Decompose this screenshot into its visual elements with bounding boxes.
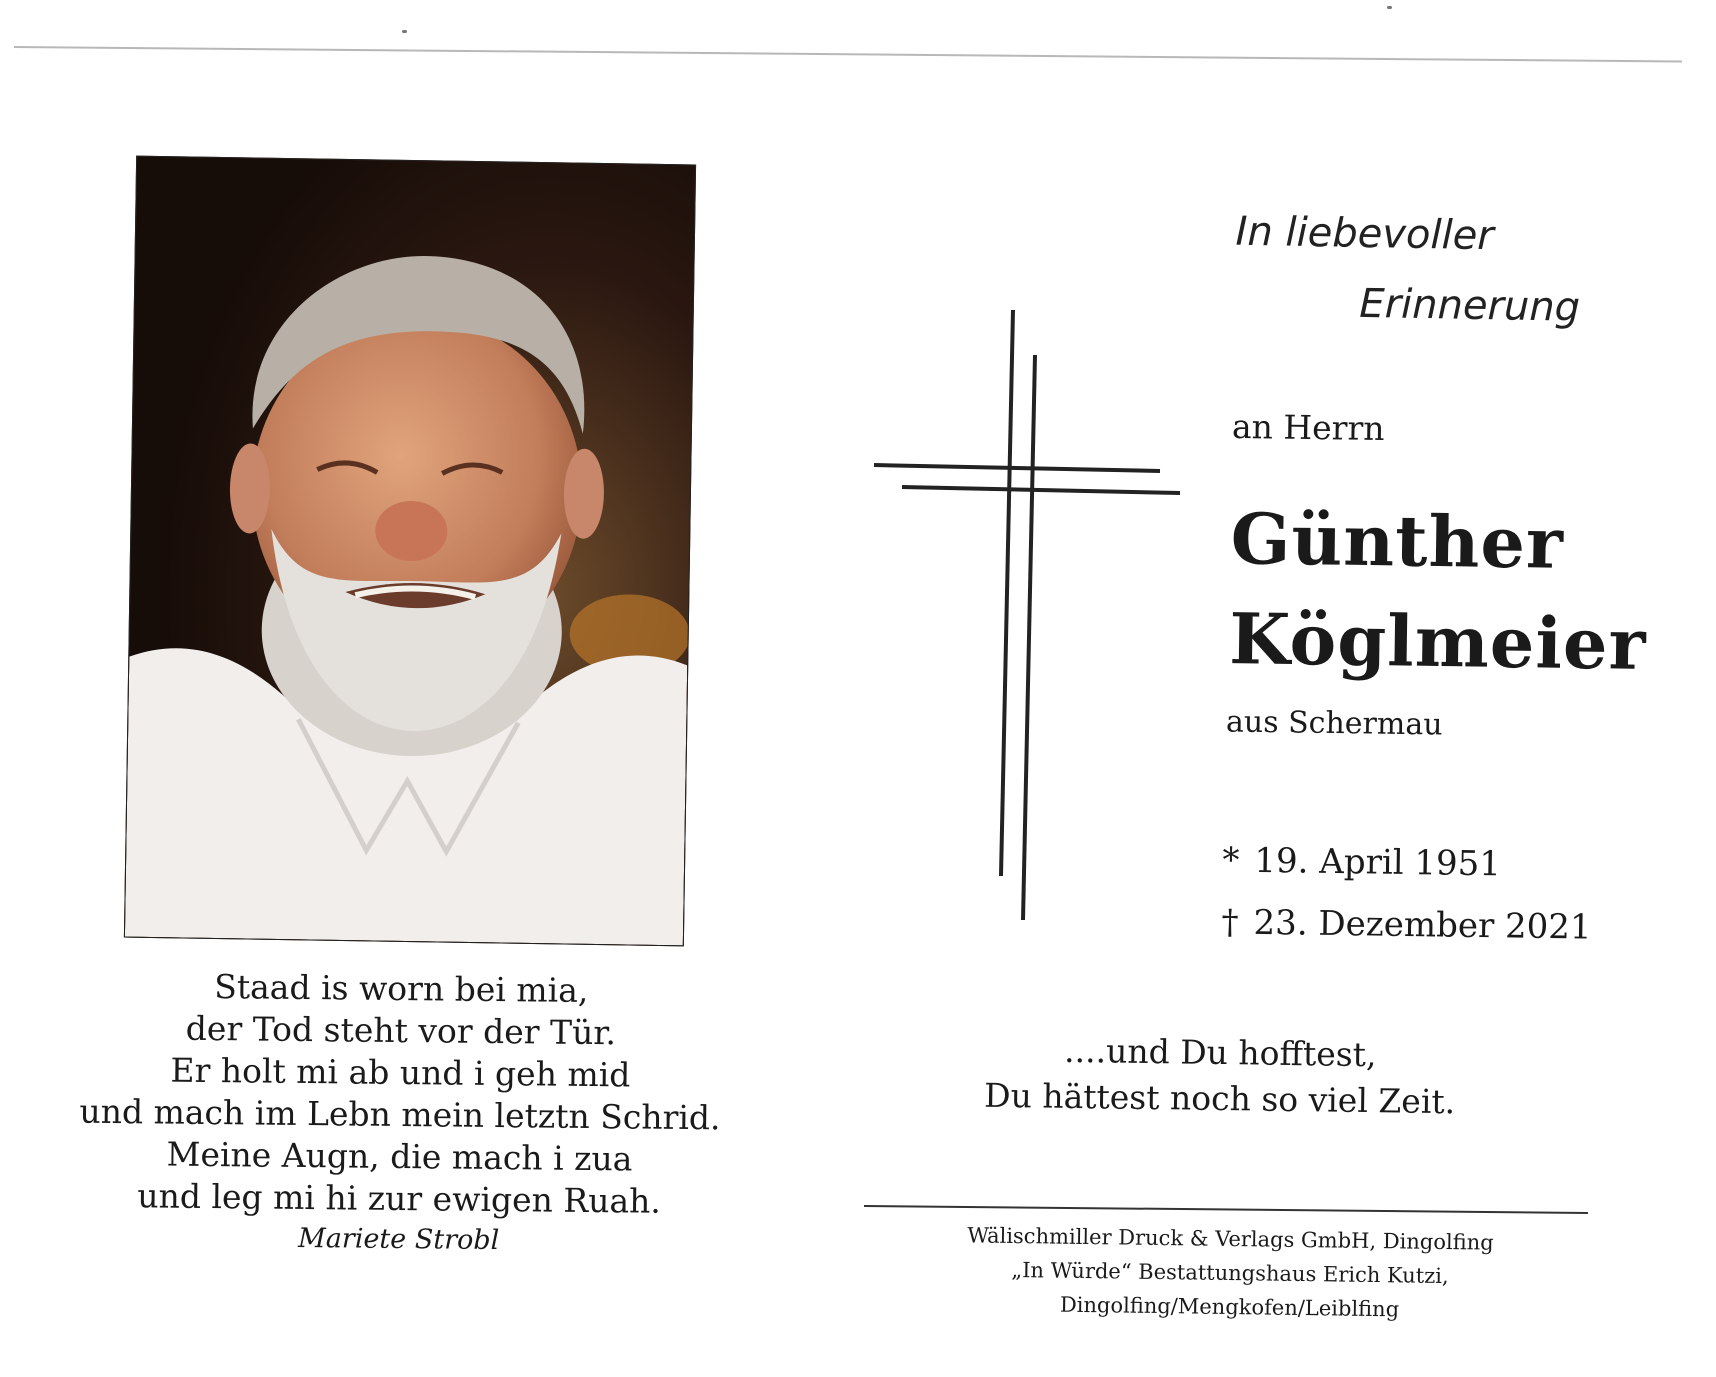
poem-line: Meine Augn, die mach i zua [166,1134,633,1179]
top-edge-line [14,46,1682,63]
quote-line-1: ....und Du hofftest, [1063,1030,1377,1075]
poem-line: Er holt mi ab und i geh mid [170,1050,631,1095]
last-name: Köglmeier [1228,597,1648,686]
quote-line-2: Du hättest noch so viel Zeit. [983,1075,1456,1122]
salutation: an Herrn [1231,406,1385,449]
poem-line: und leg mi hi zur ewigen Ruah. [137,1176,662,1221]
poem-line: der Tod steht vor der Tür. [185,1008,617,1053]
death-symbol-icon: † [1221,902,1239,943]
deceased-name [1229,489,1649,695]
footer-divider [864,1205,1588,1214]
birth-symbol-icon: * [1222,840,1240,881]
death-date: 23. Dezember 2021 [1253,902,1592,948]
life-dates [1221,829,1593,958]
paper-speck [1387,6,1392,9]
memory-line-2: Erinnerung [1358,280,1581,331]
printer-imprint [849,1217,1610,1330]
poem-line: und mach im Lebn mein letztn Schrid. [79,1091,721,1138]
portrait-photo [124,156,696,947]
memory-line-1: In liebevoller [1235,208,1495,260]
first-name: Günther [1230,497,1565,585]
poem-line: Staad is worn bei mia, [214,967,589,1010]
closing-quote [959,1026,1480,1125]
birth-row [1222,829,1593,896]
poem-author: Mariete Strobl [297,1222,500,1257]
printer-line-2: „In Würde“ Bestattungshaus Erich Kutzi, Dingolfing/Mengkofen/Leiblfing [1011,1257,1449,1322]
printer-line-1: Wälischmiller Druck & Verlags GmbH, Dingolfing [967,1223,1494,1255]
origin: aus Schermau [1225,704,1443,743]
cross-icon [870,300,1190,940]
poem [58,964,741,1265]
memory-heading [1234,197,1616,344]
death-row [1221,891,1592,958]
birth-date: 19. April 1951 [1254,840,1502,885]
paper-speck [402,30,407,33]
